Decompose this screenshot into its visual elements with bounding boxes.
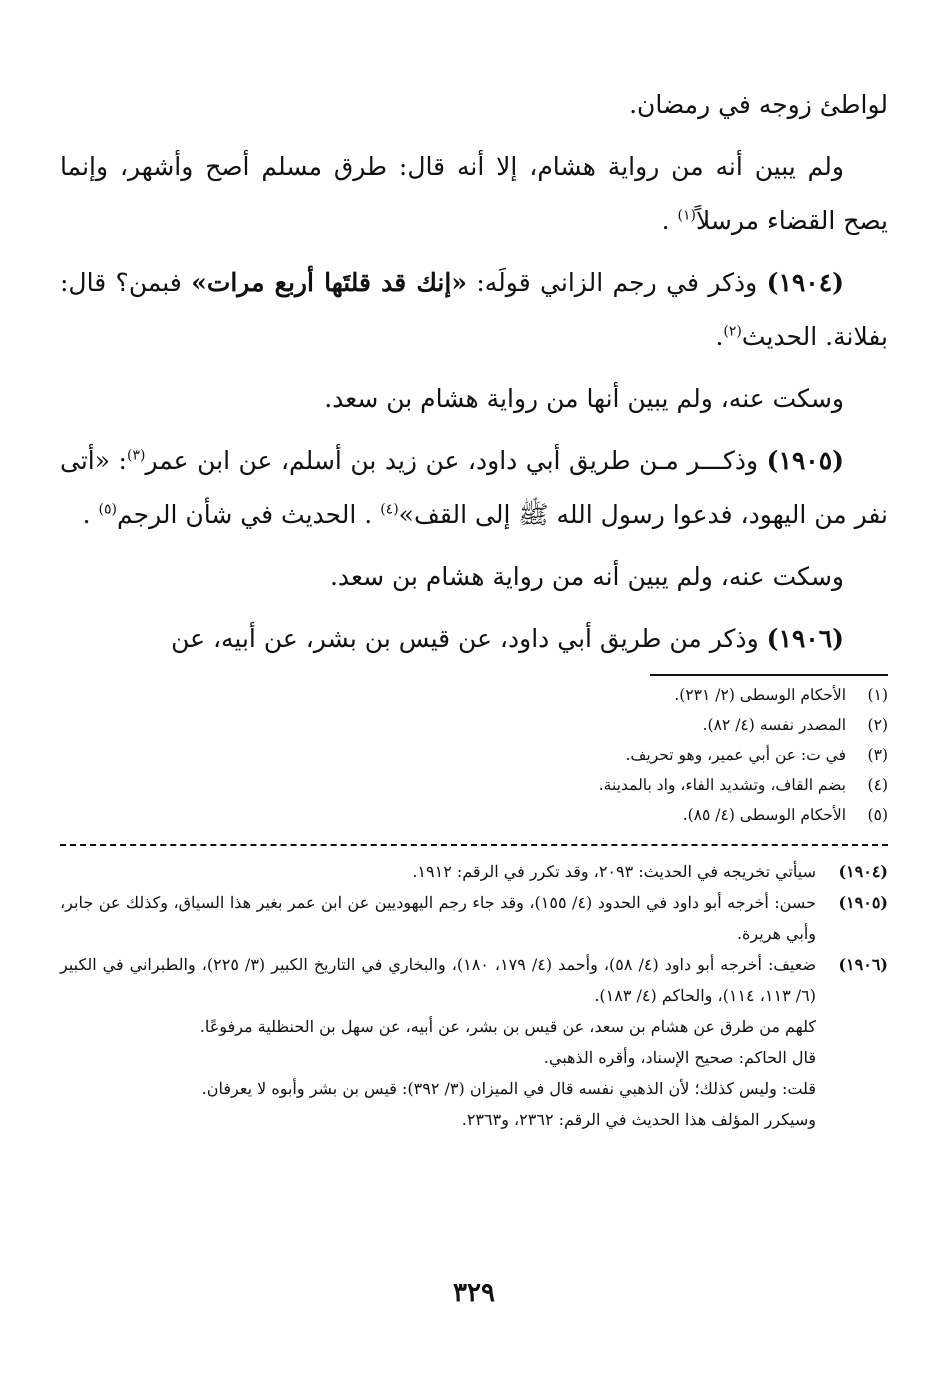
hadith-number-1905: (١٩٠٥) xyxy=(766,446,845,475)
takhrij-notes xyxy=(60,856,888,1135)
footnote-item: (٤) بضم القاف، وتشديد الفاء، واد بالمدينة. xyxy=(598,776,888,794)
paragraph-silence-1904: وسكت عنه، ولم يبين أنها من رواية هشام بن سعد. xyxy=(324,384,844,413)
hadith-number-1904: (١٩٠٤) xyxy=(766,268,844,297)
paragraph-hisham-note: ولم يبين أنه من رواية هشام، إلا أنه قال: طرق مسلم أصح وأشهر، وإنما يصح القضاء مرسلاً$^{(١)}$ . xyxy=(60,152,888,235)
takhrij-item-1904: (١٩٠٤) سيأتي تخريجه في الحديث: ٢٠٩٣، وقد تكرر في الرقم: ١٩١٢. xyxy=(412,862,888,881)
page-number: ٣٢٩ xyxy=(453,1278,495,1308)
footnote-ref-3[interactable]: (٣) xyxy=(126,447,146,464)
hadith-1905: (١٩٠٥) وذكـــر مـن طريق أبي داود، عن زيد بن أسلم، عن ابن عمر$^{(٣)}$: «أتى نفر من اليهود، فدعوا رسول الله ﷺ إلى القف»$^{(٤)}$ . الحديث في شأن الرجم$^{(٥)}$ . xyxy=(60,446,888,529)
footnotes xyxy=(60,680,888,830)
hadith-1904: (١٩٠٤) وذكر في رجم الزاني قولَه: «إنك قد قلتَها أربع مرات» فبمن؟ قال: بفلانة. الحديث$^{(٢)}$. xyxy=(60,268,888,351)
book-page xyxy=(60,78,888,1394)
takhrij-item-1905: (١٩٠٥) حسن: أخرجه أبو داود في الحدود (٤/ ١٥٥)، وقد جاء رجم اليهوديين عن ابن عمر بغير هذا السياق، وكذلك عن جابر، وأبي هريرة. xyxy=(60,893,888,943)
footnote-item: (٢) المصدر نفسه (٤/ ٨٢). xyxy=(702,716,888,734)
footnote-item: (٥) الأحكام الوسطى (٤/ ٨٥). xyxy=(682,806,888,824)
hadith-number-1906: (١٩٠٦) xyxy=(766,624,844,653)
paragraph-silence-1905: وسكت عنه، ولم يبين أنه من رواية هشام بن سعد. xyxy=(329,562,844,591)
hadith-1906: (١٩٠٦) وذكر من طريق أبي داود، عن قيس بن بشر، عن أبيه، عن xyxy=(171,624,844,653)
footnote-ref-2[interactable]: (٢) xyxy=(723,323,742,340)
footnote-item: (١) الأحكام الوسطى (٢/ ٢٣١). xyxy=(674,686,888,704)
footnote-separator xyxy=(650,674,888,676)
footnote-item: (٣) في ت: عن أبي عمير، وهو تحريف. xyxy=(625,746,888,764)
takhrij-item-1906: (١٩٠٦) ضعيف: أخرجه أبو داود (٤/ ٥٨)، وأحمد (٤/ ١٧٩، ١٨٠)، والبخاري في التاريخ الكبير (٣/ ٢٢٥)، والطبراني في الكبير (٦/ ١١٣، ١١٤)، والحاكم (٤/ ١٨٣). كلهم من طرق عن هشام بن سعد، عن قيس بن بشر، عن أبيه، عن سهل بن الحنظلية مرفوعًا. قال الحاكم: صحيح الإسناد، وأقره الذهبي. قلت: وليس كذلك؛ لأن الذهبي نفسه قال في الميزان (٣/ ٣٩٢): قيس بن بشر وأبوه لا يعرفان. وسيكرر المؤلف هذا الحديث في الرقم: ٢٣٦٢، و٢٣٦٣. xyxy=(60,955,888,1129)
takhrij-separator xyxy=(60,844,888,846)
main-text xyxy=(60,78,888,666)
footnote-ref-4[interactable]: (٤) xyxy=(380,501,399,518)
footnote-ref-1[interactable]: (١) xyxy=(677,207,697,224)
paragraph-intro: لواطئ زوجه في رمضان. xyxy=(629,90,888,119)
footnote-ref-5[interactable]: (٥) xyxy=(98,501,118,518)
hadith-quote-1904: «إنك قد قلتَها أربع مرات» xyxy=(191,268,467,297)
